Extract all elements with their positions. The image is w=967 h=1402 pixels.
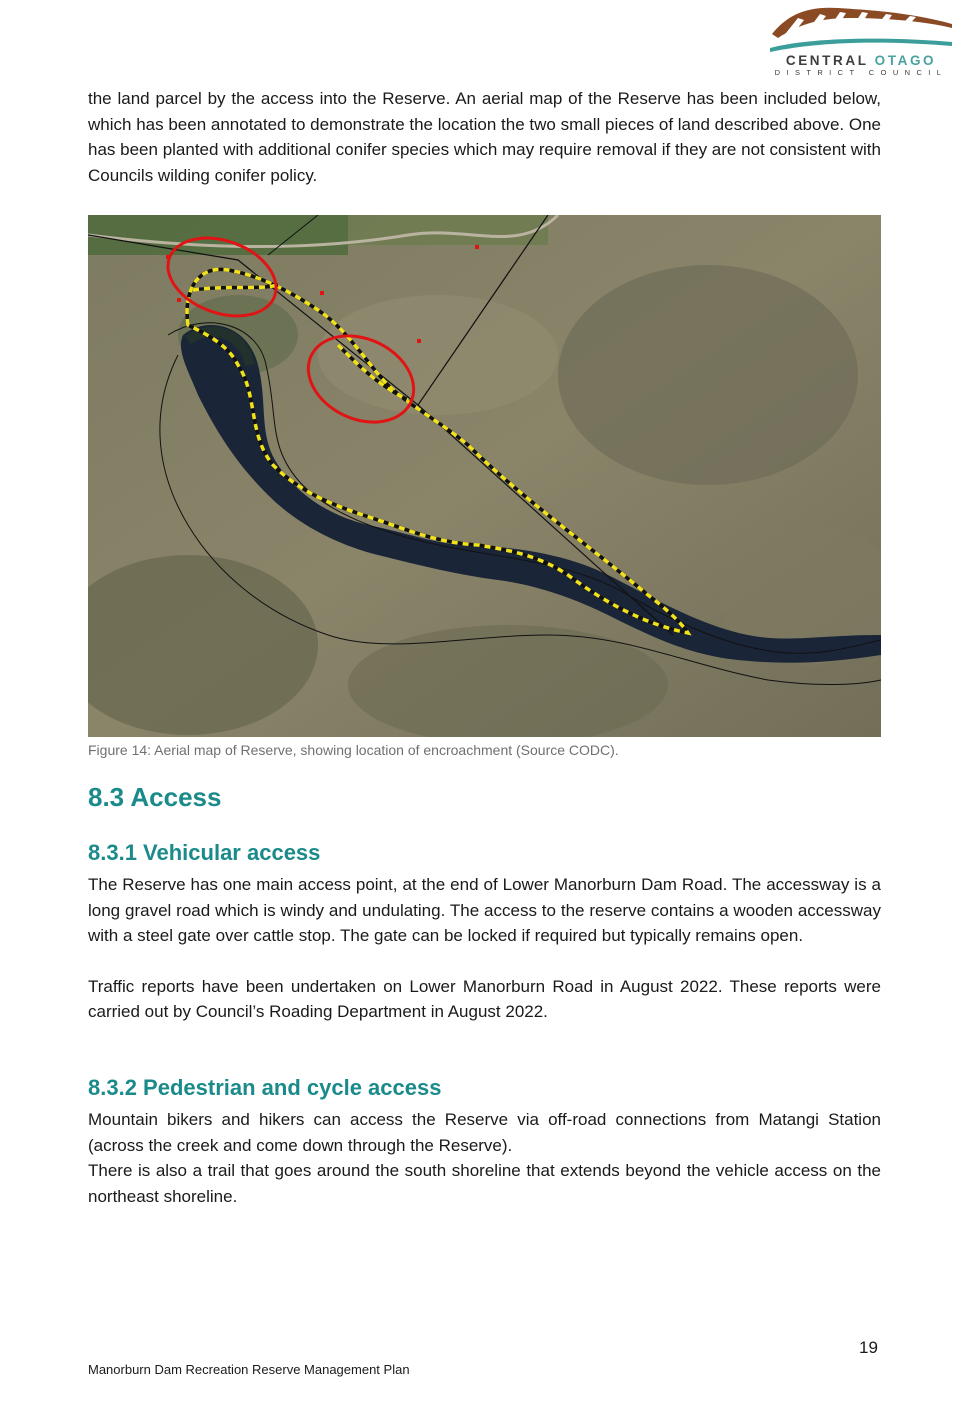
section-heading: 8.3 Access: [88, 782, 222, 812]
body-paragraph: Mountain bikers and hikers can access the Reserve via off-road connections from Matangi Station (across the creek and come down through the Reserve).: [88, 1110, 881, 1155]
subsection-pedestrian: [88, 1075, 881, 1209]
logo-word-otago: OTAGO: [874, 53, 937, 68]
intro-paragraph: the land parcel by the access into the Reserve. An aerial map of the Reserve has been included below, which has been annotated to demonstrate the location the two small pieces of land described above. One has been planted with additional conifer species which may require removal if they are not consistent with Councils wilding conifer policy.: [88, 89, 881, 185]
subsection-heading: 8.3.1 Vehicular access: [88, 840, 321, 865]
footer-document-title: Manorburn Dam Recreation Reserve Management Plan: [88, 1362, 410, 1377]
logo-wordmark: [768, 54, 954, 68]
logo-subtitle: DISTRICT COUNCIL: [774, 68, 948, 77]
aerial-map-image: [88, 215, 881, 737]
body-paragraph: Traffic reports have been undertaken on Lower Manorburn Road in August 2022. These reports were carried out by Council’s Roading Department in August 2022.: [88, 976, 881, 1022]
body-paragraph: There is also a trail that goes around the south shoreline that extends beyond the vehicle access on the northeast shoreline.: [88, 1161, 881, 1206]
aerial-map-figure: [88, 215, 881, 737]
body-paragraph: The Reserve has one main access point, at the end of Lower Manorburn Dam Road. The accessway is a long gravel road which is windy and undulating. The access to the reserve contains a wooden accessway with a steel gate over cattle stop. The gate can be locked if required but typically remains open.: [88, 875, 881, 946]
hills-logo-icon: [768, 4, 954, 54]
logo-word-central: CENTRAL: [785, 53, 869, 68]
subsection-vehicular: [88, 840, 881, 1025]
council-logo: [768, 4, 954, 78]
page-number: 19: [859, 1338, 878, 1357]
figure-caption: Figure 14: Aerial map of Reserve, showing location of encroachment (Source CODC).: [88, 742, 619, 758]
intro-block: [88, 86, 881, 188]
subsection-heading: 8.3.2 Pedestrian and cycle access: [88, 1075, 442, 1100]
